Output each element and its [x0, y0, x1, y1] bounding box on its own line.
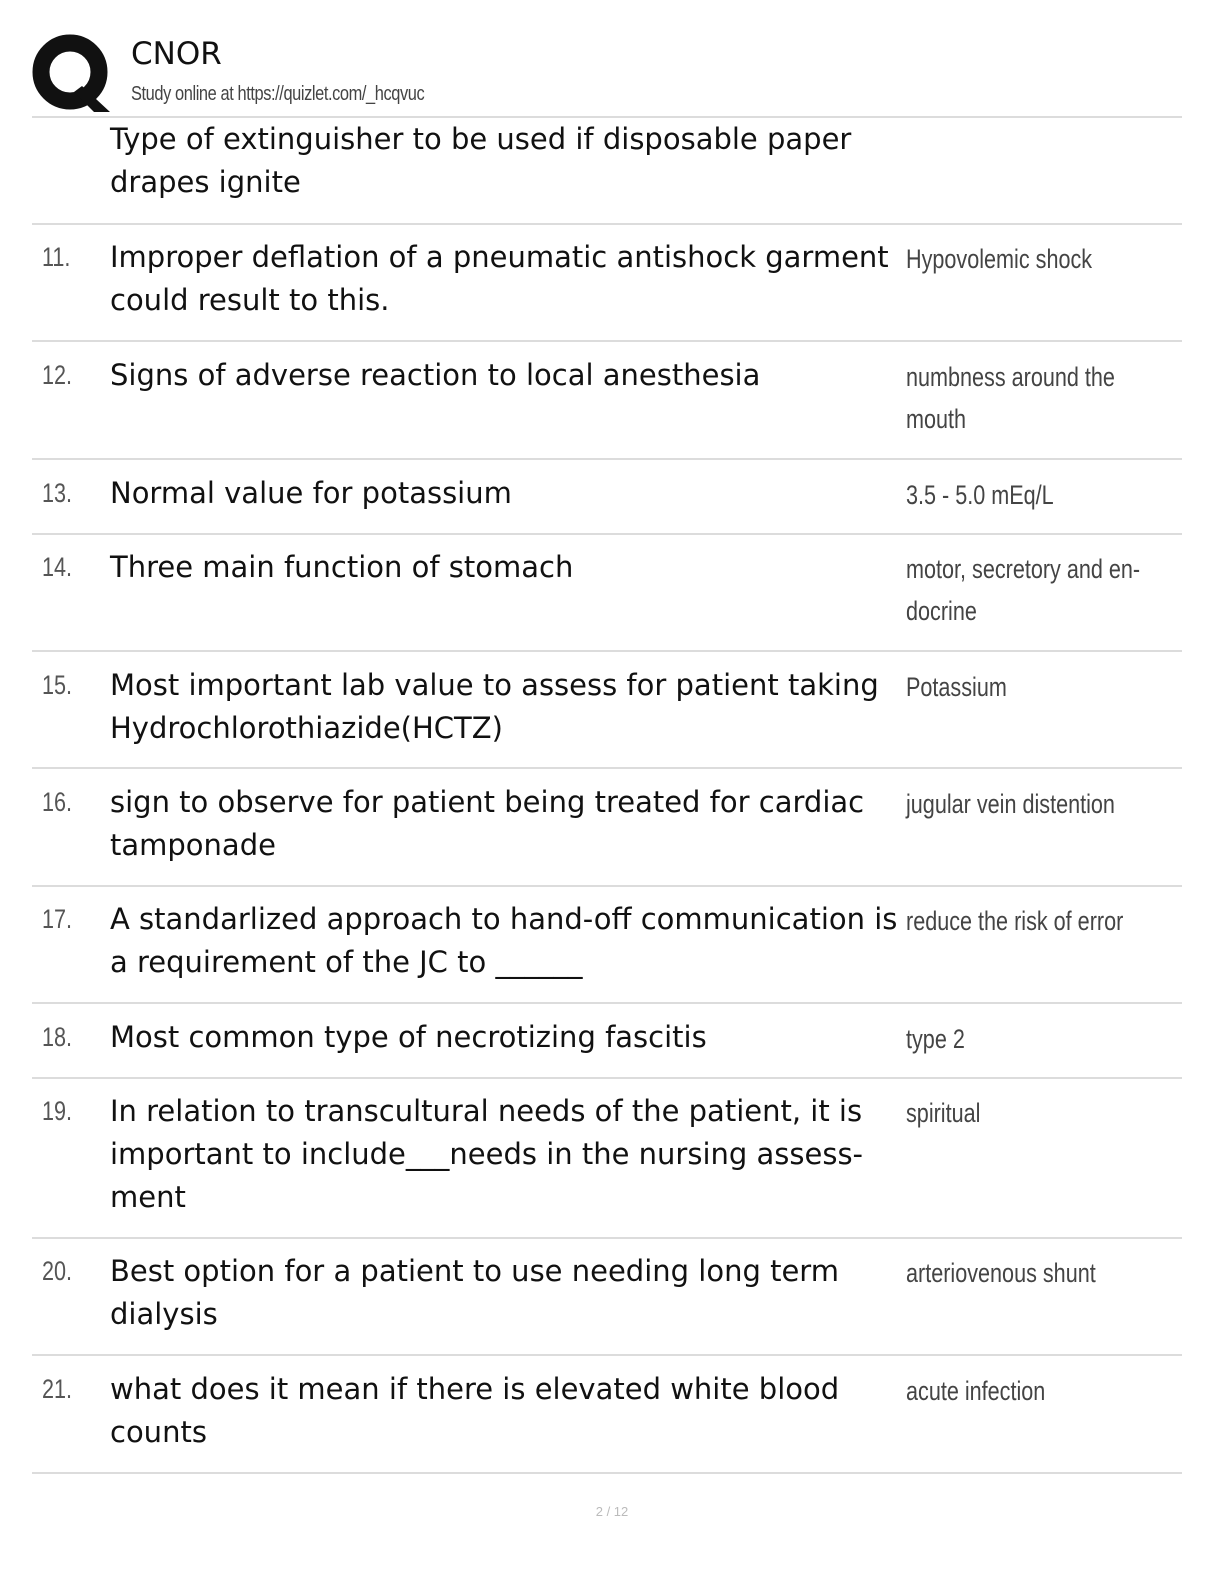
page-number: 2 / 12 — [595, 1504, 629, 1519]
term: Most common type of necrotizing fascitis — [110, 1020, 707, 1054]
row-number: 21. — [42, 1374, 73, 1404]
divider — [32, 650, 1182, 652]
term: Normal value for potassium — [110, 476, 512, 510]
term: Signs of adverse reaction to local anesthesia — [110, 358, 761, 392]
definition: spiritual — [906, 1098, 981, 1128]
term: Improper deflation of a pneumatic antishock garment could result to this. — [110, 240, 889, 317]
divider — [32, 458, 1182, 460]
divider — [32, 885, 1182, 887]
definition: arteriovenous shunt — [906, 1258, 1096, 1288]
row-number: 15. — [42, 670, 73, 700]
row-number: 13. — [42, 478, 73, 508]
term: A standarlized approach to hand-off communication is a requirement of the JC to ______ — [110, 902, 898, 979]
quizlet-logo-icon — [30, 34, 114, 114]
definition: 3.5 - 5.0 mEq/L — [906, 480, 1054, 510]
definition: jugular vein distention — [906, 789, 1115, 819]
divider — [32, 533, 1182, 535]
row-number: 17. — [42, 904, 73, 934]
row-number: 19. — [42, 1096, 73, 1126]
row-number: 16. — [42, 787, 73, 817]
definition: reduce the risk of error — [906, 906, 1124, 936]
page-title: CNOR — [131, 36, 222, 72]
study-link: Study online at https://quizlet.com/_hcqvuc — [131, 83, 425, 105]
term: Most important lab value to assess for patient taking Hydrochlorothiazide(HCTZ) — [110, 668, 879, 745]
row-number: 12. — [42, 360, 73, 390]
continued-term: Type of extinguisher to be used if disposable paper drapes ignite — [110, 122, 852, 199]
divider — [32, 1237, 1182, 1239]
row-number: 11. — [42, 242, 71, 272]
divider — [32, 1077, 1182, 1079]
divider — [32, 340, 1182, 342]
term: Best option for a patient to use needing long term dialysis — [110, 1254, 839, 1331]
term: what does it mean if there is elevated white blood counts — [110, 1372, 840, 1449]
row-number: 20. — [42, 1256, 73, 1286]
divider — [32, 767, 1182, 769]
definition: acute infection — [906, 1376, 1046, 1406]
row-number: 14. — [42, 552, 73, 582]
definition: Potassium — [906, 672, 1007, 702]
definition: type 2 — [906, 1024, 965, 1054]
definition: numbness around the mouth — [906, 362, 1115, 434]
divider — [32, 223, 1182, 225]
term: Three main function of stomach — [110, 550, 574, 584]
row-number: 18. — [42, 1022, 73, 1052]
definition: Hypovolemic shock — [906, 244, 1093, 274]
definition: motor, secretory and en- docrine — [906, 554, 1141, 626]
term: sign to observe for patient being treated for cardiac tamponade — [110, 785, 865, 862]
divider — [32, 1472, 1182, 1474]
term: In relation to transcultural needs of the patient, it is important to include___needs in the nursing assess-ment — [110, 1094, 864, 1214]
divider — [32, 1002, 1182, 1004]
divider — [32, 1354, 1182, 1356]
